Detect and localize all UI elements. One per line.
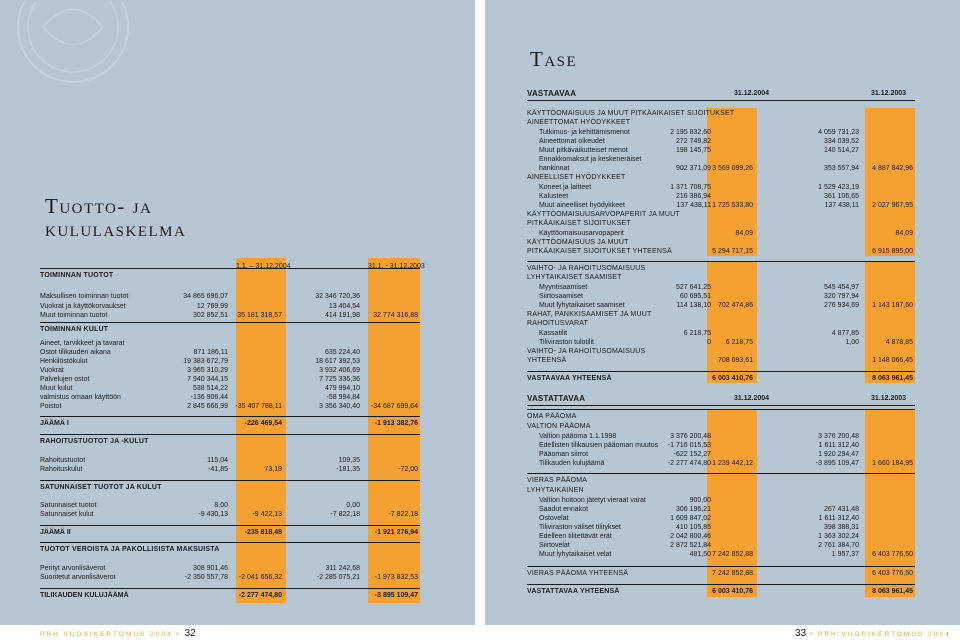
row-value-c3: 1 920 294,47: [818, 451, 859, 458]
balance-sheet-title: Tase: [530, 47, 578, 71]
row-label: JÄÄMÄ II: [40, 529, 71, 536]
row-label: Saadut ennakot: [539, 506, 589, 513]
row-value-c2: 5 294 717,15: [712, 248, 753, 255]
row-label: Aineettomat oikeudet: [539, 138, 605, 145]
row-value-c4: 84,09: [895, 230, 913, 237]
row-value-c3: 18 617 392,53: [315, 358, 360, 365]
row-value-c2: -2 277 474,80: [238, 592, 282, 599]
row-label: Tiliviraston väliset tilitykset: [539, 524, 621, 531]
row-value-c1: 1 371 708,75: [670, 184, 711, 191]
row-value-c1: 2 845 666,99: [187, 403, 228, 410]
row-value-c2: -226 469,54: [244, 420, 282, 427]
row-label: Muut aineelliset hyödykkeet: [539, 202, 625, 209]
row-label: Muut toiminnan tuotot: [40, 312, 108, 319]
row-rule: [40, 322, 420, 323]
row-rule: [40, 416, 420, 417]
row-label: KÄYTTÖOMAISUUSARVOPAPERIT JA MUUT: [527, 211, 680, 218]
row-value-c4: 8 063 961,45: [872, 375, 913, 382]
assets-header: VASTAAVAA: [527, 89, 577, 98]
row-label: Muut kulut: [40, 385, 73, 392]
row-label: KÄYTTÖOMAISUUS JA MUUT: [527, 239, 629, 246]
row-value-c4: -1 921 276,94: [374, 529, 418, 536]
row-label: Vuokrat ja käyttökorvaukset: [40, 303, 126, 310]
row-value-c4: 1 660 184,95: [872, 460, 913, 467]
row-label: Ostovelat: [539, 515, 569, 522]
row-value-c1: 902 371,09: [675, 165, 711, 172]
row-value-c3: 1,00: [845, 339, 859, 346]
liabilities-header-2004: 31.12.2004: [734, 395, 770, 402]
row-label: Satunnaiset tuotot: [40, 502, 97, 509]
row-label: Perityt arvonlisäverot: [40, 565, 106, 572]
row-label: Kassatilit: [539, 330, 568, 337]
row-value-c3: -7 822,18: [330, 511, 360, 518]
row-value-c3: 3 356 340,40: [319, 403, 360, 410]
row-value-c4: 4 878,85: [885, 339, 913, 346]
row-label: Muut lyhytaikaiset saamiset: [539, 302, 625, 309]
row-value-c1: 198 145,75: [675, 147, 711, 154]
row-label: Muut pitkävaikutteiset menot: [539, 147, 628, 154]
row-label: hankinnat: [539, 165, 570, 172]
right-page-number: 33: [795, 628, 807, 639]
row-label: VIERAS PÄÄOMA YHTEENSÄ: [527, 570, 629, 577]
row-label: PITKÄAIKAISET SIJOITUKSET: [527, 220, 631, 227]
row-value-c3: 414 191,98: [324, 312, 360, 319]
row-label: Siirtovelat: [539, 542, 570, 549]
row-value-c4: 2 027 967,95: [872, 202, 913, 209]
row-label: valmistus omaan käyttöön: [40, 394, 121, 401]
left-footer-text: PRH VUOSIKERTOMUS 2004 •: [40, 631, 181, 638]
row-label: Tilikauden kulujäämä: [539, 460, 605, 467]
left-page-number: 32: [184, 628, 196, 639]
row-value-c1: 0: [707, 339, 711, 346]
row-value-c3: 32 346 720,36: [315, 293, 360, 300]
row-value-c1: 7 940 344,15: [187, 376, 228, 383]
row-label: OMA PÄÄOMA: [527, 413, 577, 420]
row-value-c2: -35 407 788,11: [235, 403, 282, 410]
row-value-c2: -9 422,13: [252, 511, 282, 518]
row-rule: [527, 409, 915, 410]
row-label: TOIMINNAN KULUT: [40, 326, 109, 333]
row-label: AINEETTOMAT HYÖDYKKEET: [527, 119, 631, 126]
row-label: Aineet, tarvikkeet ja tavarat: [40, 340, 125, 347]
row-value-c1: 115,04: [207, 457, 228, 464]
row-label: Käyttöomaisuusarvopaperit: [539, 230, 624, 237]
row-rule: [40, 525, 420, 526]
row-value-c3: 479 994,10: [324, 385, 360, 392]
column-header-2003: 31.1. - 31.12.2003: [368, 263, 425, 270]
row-value-c4: -34 687 699,64: [370, 403, 418, 410]
income-statement-title-line2: kululaskelma: [45, 217, 187, 241]
row-value-c3: 137 438,11: [824, 202, 859, 209]
row-rule: [40, 434, 420, 435]
highlight-column-2003: [368, 258, 420, 603]
row-value-c3: 4 877,85: [831, 330, 859, 337]
row-value-c1: 272 749,82: [675, 138, 711, 145]
row-label: Maksullisen toiminnan tuotot: [40, 293, 129, 300]
row-value-c2: 7 242 852,88: [712, 551, 753, 558]
row-value-c4: 8 063 961,45: [872, 588, 913, 595]
row-value-c4: 6 403 776,50: [872, 551, 913, 558]
row-label: JÄÄMÄ I: [40, 420, 69, 427]
row-label: SATUNNAISET TUOTOT JA KULUT: [40, 484, 162, 491]
row-value-c3: 1 957,37: [831, 551, 859, 558]
row-value-c1: 19 383 672,79: [183, 358, 228, 365]
row-label: Valtion pääoma 1.1.1998: [539, 433, 617, 440]
row-label: Muut lyhytaikaiset velat: [539, 551, 612, 558]
row-value-c3: 276 934,69: [823, 302, 859, 309]
row-label: PITKÄAIKAISET SIJOITUKSET YHTEENSÄ: [527, 248, 672, 255]
row-value-c4: -1 913 382,76: [374, 420, 418, 427]
row-value-c2: -2 041 656,32: [238, 574, 282, 581]
row-label: RAHOITUSTUOTOT JA -KULUT: [40, 438, 149, 445]
row-rule: [527, 584, 915, 585]
row-label: VAIHTO- JA RAHOITUSOMAISUUS: [527, 348, 646, 355]
row-value-c4: -1 973 832,53: [374, 574, 418, 581]
row-value-c4: 6 915 895,00: [872, 248, 913, 255]
row-value-c4: 6 403 776,50: [872, 570, 913, 577]
row-label: RAHAT, PANKKISAAMISET JA MUUT: [527, 311, 652, 318]
assets-header-2004: 31.12.2004: [734, 90, 770, 97]
row-rule: [40, 542, 420, 543]
row-label: LYHYTAIKAISET SAAMISET: [527, 274, 622, 281]
row-value-c3: 0,00: [346, 502, 360, 509]
row-value-c1: 900,00: [689, 497, 711, 504]
row-value-c1: -622 152,27: [673, 451, 711, 458]
row-label: Edelleen tilitettävät erät: [539, 533, 612, 540]
left-page: [0, 0, 475, 625]
row-value-c3: 1 529 423,19: [818, 184, 859, 191]
liabilities-header-2003: 31.12.2003: [871, 395, 907, 402]
row-value-c3: -2 285 075,21: [316, 574, 360, 581]
row-value-c3: -181,35: [336, 466, 360, 473]
row-value-c3: 1 611 312,40: [818, 442, 859, 449]
row-label: AINEELLISET HYÖDYKKEET: [527, 174, 626, 181]
row-value-c1: -2 277 474,80: [667, 460, 711, 467]
row-label: Edellisten tilikausien pääoman muutos: [539, 442, 659, 449]
row-value-c1: 1 609 847,02: [670, 515, 711, 522]
row-value-c4: -3 895 109,47: [374, 592, 418, 599]
liabilities-header-rule: [527, 405, 915, 406]
row-value-c4: 1 148 066,45: [872, 357, 913, 364]
row-value-c2: 6 218,75: [725, 339, 753, 346]
row-value-c3: 7 725 336,36: [319, 376, 360, 383]
row-value-c1: -41,85: [208, 466, 228, 473]
row-value-c1: 527 641,25: [675, 284, 711, 291]
row-value-c1: 2 872 521,84: [670, 542, 711, 549]
row-label: Henkilöstökulut: [40, 358, 88, 365]
row-value-c1: 481,50: [689, 551, 711, 558]
row-value-c3: 361 106,65: [823, 193, 859, 200]
right-page: [485, 0, 960, 625]
prh-seal-watermark-icon: [8, 2, 138, 87]
row-value-c3: 140 514,27: [823, 147, 859, 154]
row-label: Myyntisaamiset: [539, 284, 588, 291]
row-value-c3: 334 039,52: [823, 138, 859, 145]
row-value-c1: 306 196,21: [675, 506, 711, 513]
row-value-c2: -1 239 442,12: [709, 460, 753, 467]
row-label: KÄYTTÖOMAISUUS JA MUUT PITKÄAIKAISET SIJOITUKSET: [527, 110, 735, 117]
row-value-c3: 13 404,54: [328, 303, 360, 310]
row-value-c2: -235 818,48: [244, 529, 282, 536]
row-label: YHTEENSÄ: [527, 357, 567, 364]
row-value-c1: 216 386,94: [675, 193, 711, 200]
row-label: VASTATTAVAA YHTEENSÄ: [527, 588, 620, 595]
row-value-c1: 12 769,99: [196, 303, 228, 310]
row-rule: [40, 268, 420, 269]
row-value-c3: -3 895 109,47: [815, 460, 859, 467]
row-value-c1: 308 901,46: [192, 565, 228, 572]
row-value-c1: -136 906,44: [190, 394, 228, 401]
row-value-c1: 137 438,11: [676, 202, 711, 209]
row-label: Tiliviraston tulotilit: [539, 339, 594, 346]
row-value-c3: 311 242,68: [325, 565, 360, 572]
row-value-c3: 398 388,31: [823, 524, 859, 531]
row-value-c3: 1 363 302,24: [818, 533, 859, 540]
row-rule: [527, 566, 915, 567]
row-label: TILIKAUDEN KULUJÄÄMÄ: [40, 592, 129, 599]
row-label: Kalusteet: [539, 193, 569, 200]
row-label: Pääoman siirrot: [539, 451, 589, 458]
row-value-c1: 6 218,75: [683, 330, 711, 337]
row-value-c3: 267 431,48: [823, 506, 859, 513]
row-value-c3: 545 454,97: [823, 284, 859, 291]
row-value-c1: 2 195 832,60: [670, 129, 711, 136]
row-label: RAHOITUSVARAT: [527, 320, 589, 327]
row-label: LYHYTAIKAINEN: [527, 487, 584, 494]
right-footer-text: • PRH VUOSIKERTOMUS 2004: [809, 631, 951, 638]
row-value-c1: 3 965 310,29: [187, 367, 228, 374]
row-label: VIERAS PÄÄOMA: [527, 477, 588, 484]
row-label: Siirtosaamiset: [539, 293, 583, 300]
row-label: Ennakkomaksut ja keskeneräiset: [539, 156, 642, 163]
row-value-c3: 353 557,94: [823, 165, 859, 172]
row-value-c2: 84,09: [735, 230, 753, 237]
row-value-c4: 1 143 187,60: [872, 302, 913, 309]
row-value-c3: 2 761 384,70: [818, 542, 859, 549]
row-label: Suoritetut arvonlisäverot: [40, 574, 116, 581]
row-label: Valtion hoitoon jätetyt vieraat varat: [539, 497, 646, 504]
row-value-c1: 114 138,10: [676, 302, 711, 309]
row-value-c1: 538 514,22: [192, 385, 228, 392]
row-value-c1: -9 430,13: [198, 511, 228, 518]
row-label: Satunnaiset kulut: [40, 511, 94, 518]
row-value-c3: 1 611 312,40: [818, 515, 859, 522]
row-value-c1: 34 865 696,07: [183, 293, 228, 300]
row-value-c1: 8,00: [214, 502, 228, 509]
row-rule: [40, 588, 420, 589]
row-value-c3: -58 994,84: [326, 394, 360, 401]
row-value-c1: 410 105,85: [675, 524, 711, 531]
row-value-c2: 6 003 410,76: [712, 588, 753, 595]
row-value-c3: 109,35: [338, 457, 360, 464]
row-label: Ostot tilikauden aikana: [40, 349, 111, 356]
row-value-c3: 3 376 200,48: [818, 433, 859, 440]
row-value-c1: 871 186,11: [193, 349, 228, 356]
row-value-c3: 635 224,40: [324, 349, 360, 356]
row-value-c1: 302 852,51: [192, 312, 228, 319]
row-value-c3: 320 797,94: [823, 293, 859, 300]
highlight-column-2004: [236, 258, 286, 603]
row-value-c2: 708 693,61: [717, 357, 753, 364]
row-label: VAIHTO- JA RAHOITUSOMAISUUS: [527, 265, 646, 272]
row-label: TOIMINNAN TUOTOT: [40, 272, 114, 279]
row-value-c1: -2 350 557,78: [184, 574, 228, 581]
row-rule: [40, 480, 420, 481]
row-value-c2: 3 569 099,26: [712, 165, 753, 172]
row-label: VALTION PÄÄOMA: [527, 423, 591, 430]
row-value-c3: 4 059 731,23: [818, 129, 859, 136]
row-label: Rahoituskulut: [40, 466, 83, 473]
row-value-c2: 6 003 410,76: [712, 375, 753, 382]
row-value-c2: 35 181 318,57: [237, 312, 282, 319]
row-label: Vuokrat: [40, 367, 64, 374]
row-label: Koneet ja laitteet: [539, 184, 592, 191]
row-value-c4: -72,00: [398, 466, 418, 473]
row-value-c4: -7 822,18: [388, 511, 418, 518]
row-label: Poistot: [40, 403, 62, 410]
row-label: VASTAAVAA YHTEENSÄ: [527, 375, 612, 382]
column-header-2004: 1.1. – 31.12.2004: [236, 263, 291, 270]
assets-header-2003: 31.12.2003: [871, 90, 907, 97]
row-value-c1: 2 042 800,46: [670, 533, 711, 540]
row-value-c2: 7 242 852,88: [712, 570, 753, 577]
assets-header-rule: [527, 100, 915, 101]
row-value-c1: 3 376 200,48: [670, 433, 711, 440]
right-footer: [795, 628, 951, 639]
row-value-c4: 4 887 842,96: [872, 165, 913, 172]
left-footer: [40, 628, 196, 639]
row-label: Tutkimus- ja kehittämismenot: [539, 129, 630, 136]
row-label: Rahoitustuotot: [40, 457, 86, 464]
row-value-c2: 1 725 533,80: [712, 202, 753, 209]
row-value-c2: 73,19: [264, 466, 282, 473]
row-label: Palvelujen ostot: [40, 376, 90, 383]
liabilities-header: VASTATTAVAA: [527, 394, 586, 403]
row-label: TUOTOT VEROISTA JA PAKOLLISISTA MAKSUISTA: [40, 546, 220, 553]
row-rule: [527, 261, 915, 262]
row-value-c1: 60 695,51: [679, 293, 711, 300]
row-value-c2: 702 474,86: [717, 302, 753, 309]
row-rule: [527, 371, 915, 372]
row-value-c3: 3 932 406,69: [319, 367, 360, 374]
row-rule: [527, 473, 915, 474]
income-statement-title-line1: Tuotto- ja: [45, 194, 153, 218]
row-value-c4: 32 774 316,88: [373, 312, 418, 319]
row-value-c1: -1 716 015,53: [667, 442, 711, 449]
